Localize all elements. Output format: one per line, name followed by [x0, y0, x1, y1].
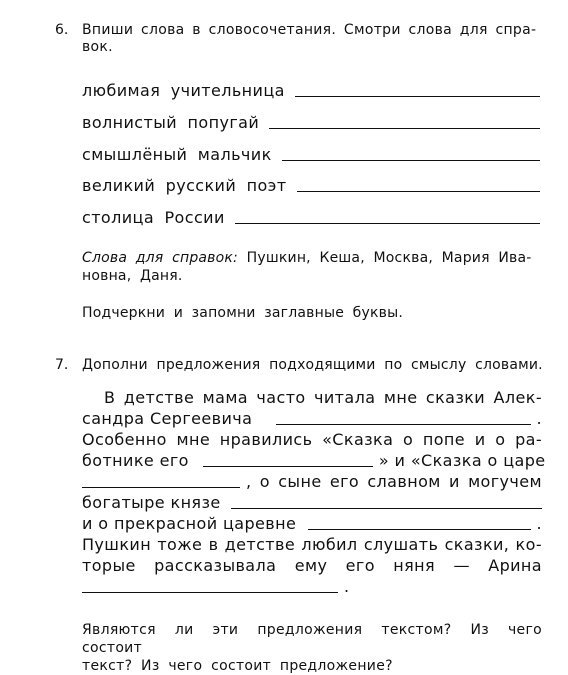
task-7-question-line1: Являются ли эти предложения текстом? Из чего состоит — [82, 622, 542, 656]
task-7-instruction: Дополни предложения подходящими по смыслу словами. — [82, 357, 543, 373]
story-line-text: Пушкин тоже в детстве любил слушать сказки, ко- — [82, 535, 542, 554]
story-text-segment: богатыре князе — [82, 493, 221, 512]
reference-lead: Слова для справок: — [82, 250, 238, 266]
answer-line[interactable] — [297, 190, 540, 192]
phrase-label: волнистый попугай — [82, 113, 260, 132]
task-6-number: 6. — [55, 22, 69, 38]
underline-instruction: Подчеркни и запомни заглавные буквы. — [82, 305, 404, 321]
story-text-segment: . — [536, 514, 542, 533]
phrase-row — [82, 205, 540, 227]
story-line — [82, 449, 546, 470]
blank-line[interactable] — [82, 591, 338, 593]
answer-line[interactable] — [235, 222, 540, 224]
story-line — [82, 554, 542, 575]
reference-line2: новна, Даня. — [82, 268, 183, 284]
story-text — [82, 386, 546, 601]
phrase-label: столица России — [82, 208, 225, 227]
task-6-instruction-line1: Впиши слова в словосочетания. Смотри слова для спра- — [82, 22, 537, 38]
phrase-row — [82, 173, 540, 195]
story-text-segment: » и «Сказка о царе — [378, 451, 546, 470]
blank-line[interactable] — [308, 528, 530, 530]
phrase-row — [82, 142, 540, 164]
story-line — [82, 407, 542, 428]
answer-line[interactable] — [282, 159, 540, 161]
task-7-number: 7. — [55, 357, 69, 373]
phrase-row — [82, 110, 540, 132]
reference-words-list: Пушкин, Кеша, Москва, Мария Ива- — [246, 250, 532, 266]
story-line-text: В детстве мама часто читала мне сказки Алек- — [104, 388, 542, 407]
phrase-label: великий русский поэт — [82, 176, 287, 195]
reference-line1 — [82, 249, 542, 267]
story-line — [82, 575, 542, 596]
answer-line[interactable] — [269, 127, 540, 129]
story-line — [82, 386, 542, 407]
story-text-segment: ботнике его — [82, 451, 189, 470]
blank-line[interactable] — [276, 423, 530, 425]
story-text-segment: , о сыне его славном и могучем — [246, 472, 542, 491]
blank-line[interactable] — [82, 486, 240, 488]
story-line — [82, 470, 542, 491]
phrase-label: любимая учительница — [82, 81, 285, 100]
story-text-segment: . — [536, 409, 542, 428]
reference-words — [82, 249, 542, 285]
phrase-row — [82, 78, 540, 100]
blank-line[interactable] — [203, 465, 373, 467]
story-text-segment: . — [344, 577, 350, 596]
task-7-question-line2: текст? Из чего состоит предложение? — [82, 658, 393, 674]
task-6-instruction — [82, 22, 542, 56]
story-line — [82, 428, 542, 449]
story-text-segment: и о прекрасной царевне — [82, 514, 297, 533]
story-line — [82, 533, 542, 554]
phrase-label: смышлёный мальчик — [82, 145, 272, 164]
answer-line[interactable] — [295, 95, 540, 97]
story-text-segment: сандра Сергеевича — [82, 409, 253, 428]
task-6-instruction-line2: вок. — [82, 39, 113, 55]
story-line — [82, 491, 542, 512]
blank-line[interactable] — [231, 507, 542, 509]
story-line — [82, 512, 542, 533]
story-line-text: торые рассказывала ему его няня — Арина — [82, 556, 542, 575]
task-7-question — [82, 621, 542, 675]
story-line-text: Особенно мне нравились «Сказка о попе и о ра- — [82, 430, 542, 449]
